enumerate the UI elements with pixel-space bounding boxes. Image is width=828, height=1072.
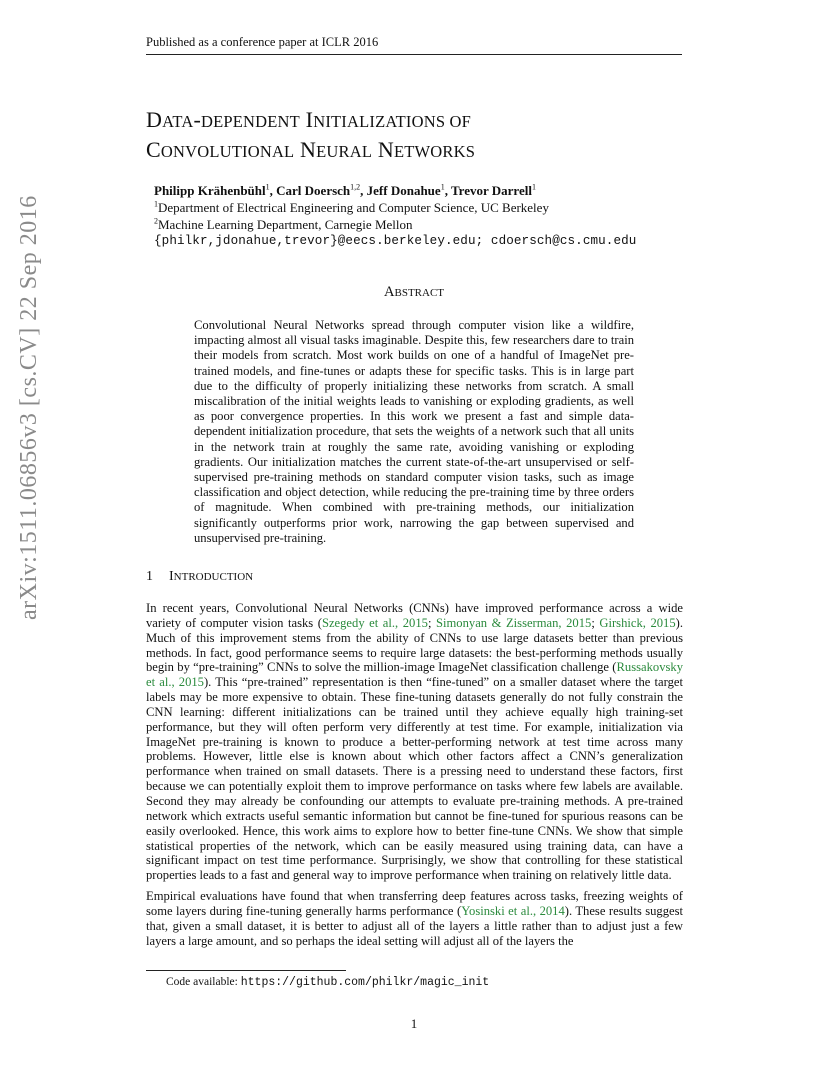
- footnote: Code available: https://github.com/philkr/magic_init: [166, 976, 490, 989]
- citation-link[interactable]: Szegedy et al., 2015: [321, 615, 428, 630]
- paper-title: [146, 106, 686, 166]
- running-header: Published as a conference paper at ICLR 2016: [146, 35, 682, 55]
- citation-link[interactable]: Yosinski et al., 2014: [461, 903, 565, 918]
- author-emails: {philkr,jdonahue,trevor}@eecs.berkeley.edu; cdoersch@cs.cmu.edu: [154, 234, 637, 248]
- affiliation-2: $^2$Machine Learning Department, Carnegie Mellon: [154, 216, 413, 232]
- abstract-text: Convolutional Neural Networks spread through computer vision like a wildfire, impacting almost all visual tasks imaginable. Despite this, few researchers dare to train their models from scratch. Most work builds on one of a handful of ImageNet pre-trained models, and fine-tunes or adapts these for specific tasks. This is in large part due to the difficulty of properly initializing these networks from scratch. A small miscalibration of the initial weights leads to vanishing or exploding gradients, as well as poor convergence properties. In this work we present a fast and simple data-dependent initialization procedure, that sets the weights of a network such that all units in the network train at roughly the same rate, avoiding vanishing or exploding gradients. Our initialization matches the current state-of-the-art unsupervised or self-supervised pre-training methods on standard computer vision tasks, such as image classification and object detection, while reducing the pre-training time by three orders of magnitude. When combined with pre-training methods, our initialization significantly outperforms prior work, narrowing the gap between supervised and unsupervised pre-training.: [194, 318, 634, 545]
- author-block: [154, 182, 694, 250]
- affiliation-1: $^1$Department of Electrical Engineering and Computer Science, UC Berkeley: [154, 199, 549, 215]
- paragraph: Empirical evaluations have found that when transferring deep features across tasks, freezing weights of some layers during fine-tuning generally harms performance (Yosinski et al., 2014). These results suggest that, given a small dataset, it is better to adjust all of the layers a little rather than to adjust just a few layers a large amount, and so perhaps the ideal setting will adjust all of the layers the: [146, 889, 683, 948]
- title-line-2: CONVOLUTIONAL NEURAL NETWORKS: [146, 137, 476, 162]
- author-names: Philipp Krähenbühl$^1$, Carl Doersch$^{1,2}$, Jeff Donahue$^1$, Trevor Darrell$^1$: [154, 182, 536, 198]
- abstract-heading: ABSTRACT: [384, 284, 444, 300]
- title-line-1: DATA-DEPENDENT INITIALIZATIONS OF: [146, 107, 472, 132]
- citation-link[interactable]: Simonyan & Zisserman, 2015: [436, 615, 592, 630]
- footnote-divider: [146, 970, 346, 971]
- citation-link[interactable]: Girshick, 2015: [599, 615, 676, 630]
- body-text: [146, 601, 683, 954]
- section-heading-introduction: 1 INTRODUCTION: [146, 569, 254, 584]
- page-number: 1: [410, 1016, 418, 1031]
- citation-link[interactable]: Russakovsky et al., 2015: [146, 660, 683, 690]
- paragraph: In recent years, Convolutional Neural Networks (CNNs) have improved performance across a wide variety of computer vision tasks (Szegedy et al., 2015; Simonyan & Zisserman, 2015; Girshick, 2015). Much of this improvement stems from the ability of CNNs to use large datasets better than previous methods. In fact, good performance seems to require large datasets: the best-performing methods usually begin by “pre-training” CNNs to solve the million-image ImageNet classification challenge (Russakovsky et al., 2015). This “pre-trained” representation is then “fine-tuned” on a smaller dataset where the target labels may be more expensive to obtain. These fine-tuning datasets generally do not fully constrain the CNN learning: different initializations can be trained until they achieve equally high training-set performance, but they will often perform very differently at test time. For example, initialization via ImageNet pre-training is known to produce a better-performing network at test time across many problems. However, little else is known about which other factors affect a CNN’s generalization performance when trained on small datasets. There is a pressing need to understand these factors, first because we can potentially exploit them to improve performance on tasks where few labels are available. Second they may already be confounding our attempts to evaluate pre-training methods. A pre-trained network which extracts useful semantic information but cannot be fine-tuned for spurious reasons can be easily overlooked. Hence, this work aims to explore how to better fine-tune CNNs. We show that simple statistical properties of the network, which can be easily measured using training data, can have a significant impact on test time performance. Surprisingly, we show that controlling for these statistical properties leads to a fast and general way to improve performance when training on relatively little data.: [146, 601, 683, 883]
- code-url-link[interactable]: https://github.com/philkr/magic_init: [240, 976, 490, 989]
